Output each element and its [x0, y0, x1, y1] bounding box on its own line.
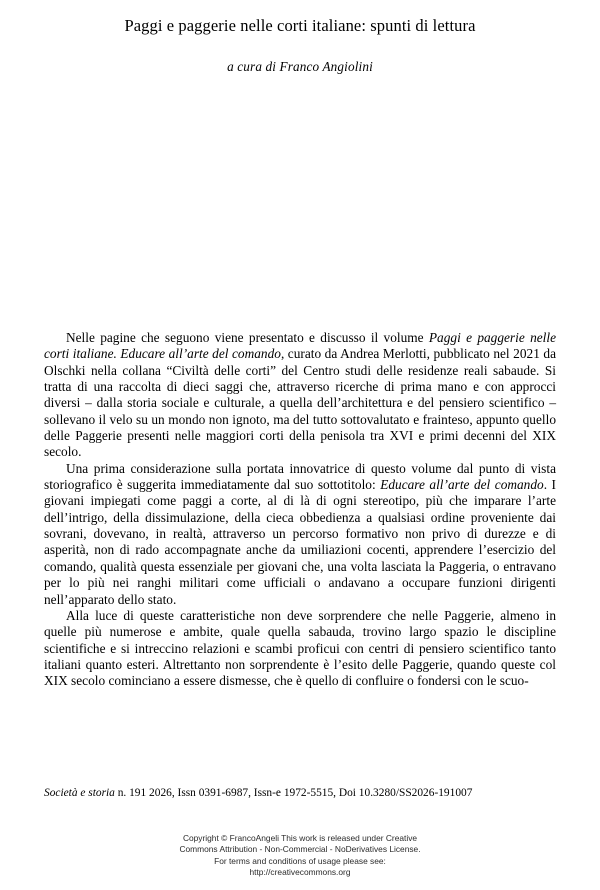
copyright-notice [0, 833, 600, 878]
paragraph-3: Alla luce di queste caratteristiche non deve sorprendere che nelle Paggerie, almeno in quelle più numerose e ambite, quale quella sabauda, trovino largo spazio le discipline scientifiche e si intreccino relazioni e scambi proficui con centri di pensiero scientifico tanto italiani quanto esteri. Altrettanto non sorprendente è l’esito delle Paggerie, quando queste col XIX secolo cominciano a essere dismesse, che è quello di confluire o fondersi con le scuo- [44, 607, 556, 689]
byline: a cura di Franco Angiolini [227, 58, 373, 74]
body-text [44, 330, 556, 690]
copyright-line-1: Copyright © FrancoAngeli This work is released under Creative [182, 833, 418, 843]
copyright-line-3: For terms and conditions of usage please see: [214, 855, 386, 866]
copyright-url: http://creativecommons.org [249, 866, 351, 877]
paragraph-2: Una prima considerazione sulla portata innovatrice di questo volume dal punto di vista storiografico è suggerita immediatamente dal suo sottotitolo: Educare all’arte del comando. I giovani impiegati come paggi a corte, al di là di ogni stereotipo, più che imparare l’arte dell’intrigo, della dissimulazione, della cieca obbedienza a qualsiasi ordine proveniente dai sovrani, dovevano, in realtà, attraverso un percorso formativo non privo di durezze e di asperità, non di rado accompagnate anche da umiliazioni cocenti, apprendere l’esercizio del comando, qualità questa essenziale per giovani che, una volta lasciata la Paggeria, o entravano per lo più nei ranghi militari come ufficiali o andavano a occupare funzioni dirigenti nell’apparato dello stato. [44, 460, 556, 607]
journal-title: Società e storia [44, 787, 115, 799]
paragraph-1: Nelle pagine che seguono viene presentato e discusso il volume Paggi e paggerie nelle corti italiane. Educare all’arte del comando, curato da Andrea Merlotti, pubblicato nel 2021 da Olschki nella collana “Civiltà delle corti” del Centro studi delle residenze reali sabaude. Si tratta di una raccolta di dieci saggi che, attraverso ricerche di prima mano e con approcci diversi – dalla storia sociale e culturale, a quella dell’architettura e del pensiero scientifico – sollevano il velo su un mondo non ignoto, ma del tutto sottovalutato e frainteso, appunto quello delle Paggerie presenti nelle maggiori corti della penisola tra XVI e primi decenni del XIX secolo. [44, 330, 557, 460]
page-title: Paggi e paggerie nelle corti italiane: spunti di lettura [124, 16, 476, 35]
journal-citation [44, 786, 559, 800]
title-block [44, 16, 556, 75]
copyright-line-2: Commons Attribution - Non-Commercial - NoDerivatives License. [179, 844, 421, 855]
journal-details: n. 191 2026, Issn 0391-6987, Issn-e 1972-5515, Doi 10.3280/SS2026-191007 [114, 787, 473, 799]
